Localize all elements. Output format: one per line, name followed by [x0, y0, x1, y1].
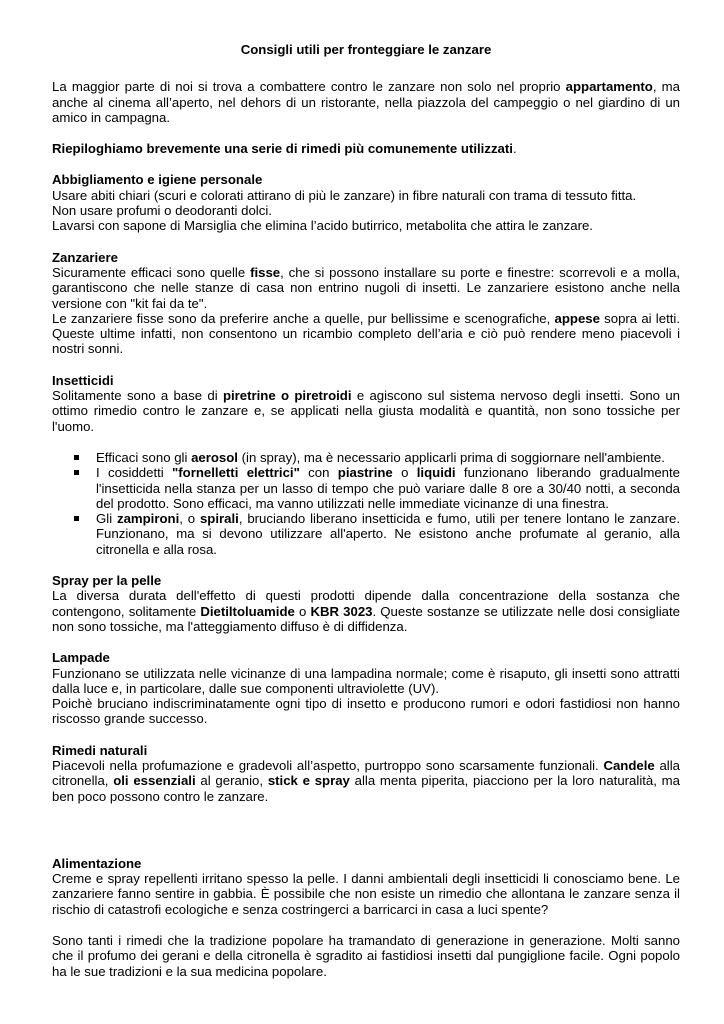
list-item: [52, 465, 680, 511]
section-spray: [52, 573, 680, 634]
section-heading: Alimentazione: [52, 855, 142, 871]
zanzariere-paragraph-1: [52, 265, 680, 311]
section-heading: Rimedi naturali: [52, 742, 148, 758]
bullet-icon: [74, 516, 79, 521]
page-title: Consigli utili per fronteggiare le zanzare: [240, 42, 492, 57]
text: Le zanzariere fisse sono da preferire anche a quelle, pur bellissime e scenografiche,: [52, 310, 555, 326]
section-heading: Abbigliamento e igiene personale: [52, 172, 263, 188]
section-heading: Spray per la pelle: [52, 573, 162, 589]
bold-text: aerosol: [191, 449, 238, 465]
text: . Queste sostanze se utilizzate nelle dosi consigliate non sono tossiche, ma l'atteggiamento diffuso è di diffidenza.: [52, 603, 680, 634]
text: Solitamente sono a base di: [52, 388, 223, 404]
text: Sicuramente efficaci sono quelle: [52, 264, 251, 280]
text: Efficaci sono gli: [96, 449, 192, 465]
bold-text: stick e spray: [267, 773, 350, 789]
bold-text: Dietiltoluamide: [200, 603, 295, 619]
bold-text: Candele: [603, 757, 655, 773]
text: sopra ai letti. Queste ultime infatti, non consentono un ricambio completo dell’aria e ciò può rendere meno piacevoli i nostri sonni.: [52, 310, 680, 357]
list-item: [52, 511, 680, 557]
spacer: [52, 820, 680, 856]
intro-bold-1: appartamento: [565, 79, 653, 95]
section-zanzariere: [52, 250, 680, 357]
bold-text: appese: [554, 310, 600, 326]
list-item: [52, 450, 680, 465]
summary-bold: Riepiloghiamo brevemente una serie di rimedi più comunemente utilizzati: [52, 141, 513, 157]
text: , o: [179, 511, 200, 527]
bold-text: piastrine: [337, 465, 393, 481]
alimentazione-paragraph-2: Sono tanti i rimedi che la tradizione popolare ha tramandato di generazione in generazione. Molti sanno che il profumo dei gerani e della citronella è sgradito ai fastidiosi insetti dal pungiglione facile. Ogni popolo ha le sue tradizioni e la sua medicina popolare.: [52, 933, 680, 979]
document-page: [52, 42, 680, 995]
section-heading: Insetticidi: [52, 372, 114, 388]
section-rimedi-naturali: [52, 743, 680, 804]
text: Piacevoli nella profumazione e gradevoli all’aspetto, purtroppo sono scarsamente funzionali.: [52, 757, 604, 773]
bold-text: liquidi: [416, 465, 456, 481]
zanzariere-paragraph-2: [52, 311, 680, 357]
bold-text: fisse: [250, 264, 281, 280]
lampade-line-2: Poichè bruciano indiscriminatamente ogni tipo di insetto e producono rumori e odori fastidiosi non hanno riscosso grande successo.: [52, 696, 680, 727]
text: , che si possono installare su porte e finestre: scorrevoli e a molla, garantiscono che nelle stanze di casa non entrino nugoli di insetti. Le zanzariere esistono anche nella versione con "kit fai da te".: [52, 264, 680, 311]
text: I cosiddetti: [96, 465, 173, 481]
text: La diversa durata dell'effetto di questi prodotti dipende dalla concentrazione della sostanza che contengono, solitamente: [52, 588, 680, 619]
text: e agiscono sul sistema nervoso degli insetti. Sono un ottimo rimedio contro le zanzare e, se applicati nella giusta modalità e quantità, non sono tossiche per l'uomo.: [52, 388, 680, 434]
text: , bruciando liberano insetticida e fumo, utili per tenere lontano le zanzare. Funzionano, ma si devono utilizzare all'aperto. Ne esistono anche profumate al geranio, alla citronella e alla rosa.: [96, 511, 680, 557]
abbigliamento-line-3: Lavarsi con sapone di Marsiglia che elimina l’acido butirrico, metabolita che attira le zanzare.: [52, 218, 593, 234]
summary-text: .: [512, 141, 517, 157]
bullet-icon: [74, 455, 79, 460]
text: (in spray), ma è necessario applicarli prima di soggiornare nell'ambiente.: [237, 449, 665, 465]
abbigliamento-line-1: Usare abiti chiari (scuri e colorati attirano di più le zanzare) in fibre naturali con trama di tessuto fitta.: [52, 187, 637, 203]
text: alla citronella,: [52, 757, 680, 789]
lampade-line-1: Funzionano se utilizzata nelle vicinanze di una lampadina normale; come è risaputo, gli insetti sono attratti dalla luce e, in particolare, dalle sue componenti ultraviolette (UV).: [52, 665, 680, 696]
bold-text: KBR 3023: [310, 603, 373, 619]
bold-text: "fornelletti elettrici": [172, 465, 300, 481]
intro-paragraph: [52, 79, 680, 125]
insetticidi-bullet-list: [52, 450, 680, 557]
bullet-icon: [74, 470, 79, 475]
rimedi-paragraph: [52, 758, 680, 804]
abbigliamento-line-2: Non usare profumi o deodoranti dolci.: [52, 203, 272, 219]
bold-text: spirali: [199, 511, 239, 527]
spray-paragraph: [52, 588, 680, 634]
section-abbigliamento: [52, 172, 680, 233]
section-heading: Lampade: [52, 650, 110, 666]
section-lampade: [52, 650, 680, 726]
text: Gli: [96, 511, 117, 527]
text: alla menta piperita, piacciono per la loro naturalità, ma ben poco possono contro le zanzare.: [52, 773, 680, 804]
intro-text-1: La maggior parte di noi si trova a combattere contro le zanzare non solo nel proprio: [52, 79, 566, 95]
bold-text: piretrine o piretroidi: [222, 388, 352, 404]
text: al geranio,: [195, 773, 268, 789]
section-heading: Zanzariere: [52, 249, 118, 265]
text: funzionano liberando gradualmente l'insetticida nella stanza per un lasso di tempo che può variare dalle 8 ore a 30/40 notti, a seconda del prodotto. Sono efficaci, ma vanno utilizzati nelle immediate vicinanze di una finestra.: [96, 465, 680, 511]
text: o: [294, 603, 311, 619]
summary-paragraph: [52, 141, 680, 156]
text: con: [299, 465, 338, 481]
bold-text: zampironi: [116, 511, 180, 527]
section-insetticidi: [52, 373, 680, 434]
insetticidi-paragraph: [52, 388, 680, 434]
intro-text-2: , ma anche al cinema all’aperto, nel dehors di un ristorante, nella piazzola del campeggio o nel giardino di un amico in campagna.: [52, 79, 680, 125]
text: o: [392, 465, 417, 481]
alimentazione-paragraph-1: Creme e spray repellenti irritano spesso la pelle. I danni ambientali degli insetticidi li conosciamo bene. Le zanzariere fanno sentire in gabbia. È possibile che non esiste un rimedio che allontana le zanzare senza il rischio di catastrofi ecologiche e senza costringerci a barricarci in casa a luci spente?: [52, 871, 680, 917]
bold-text: oli essenziali: [113, 773, 196, 789]
section-alimentazione: [52, 856, 680, 979]
